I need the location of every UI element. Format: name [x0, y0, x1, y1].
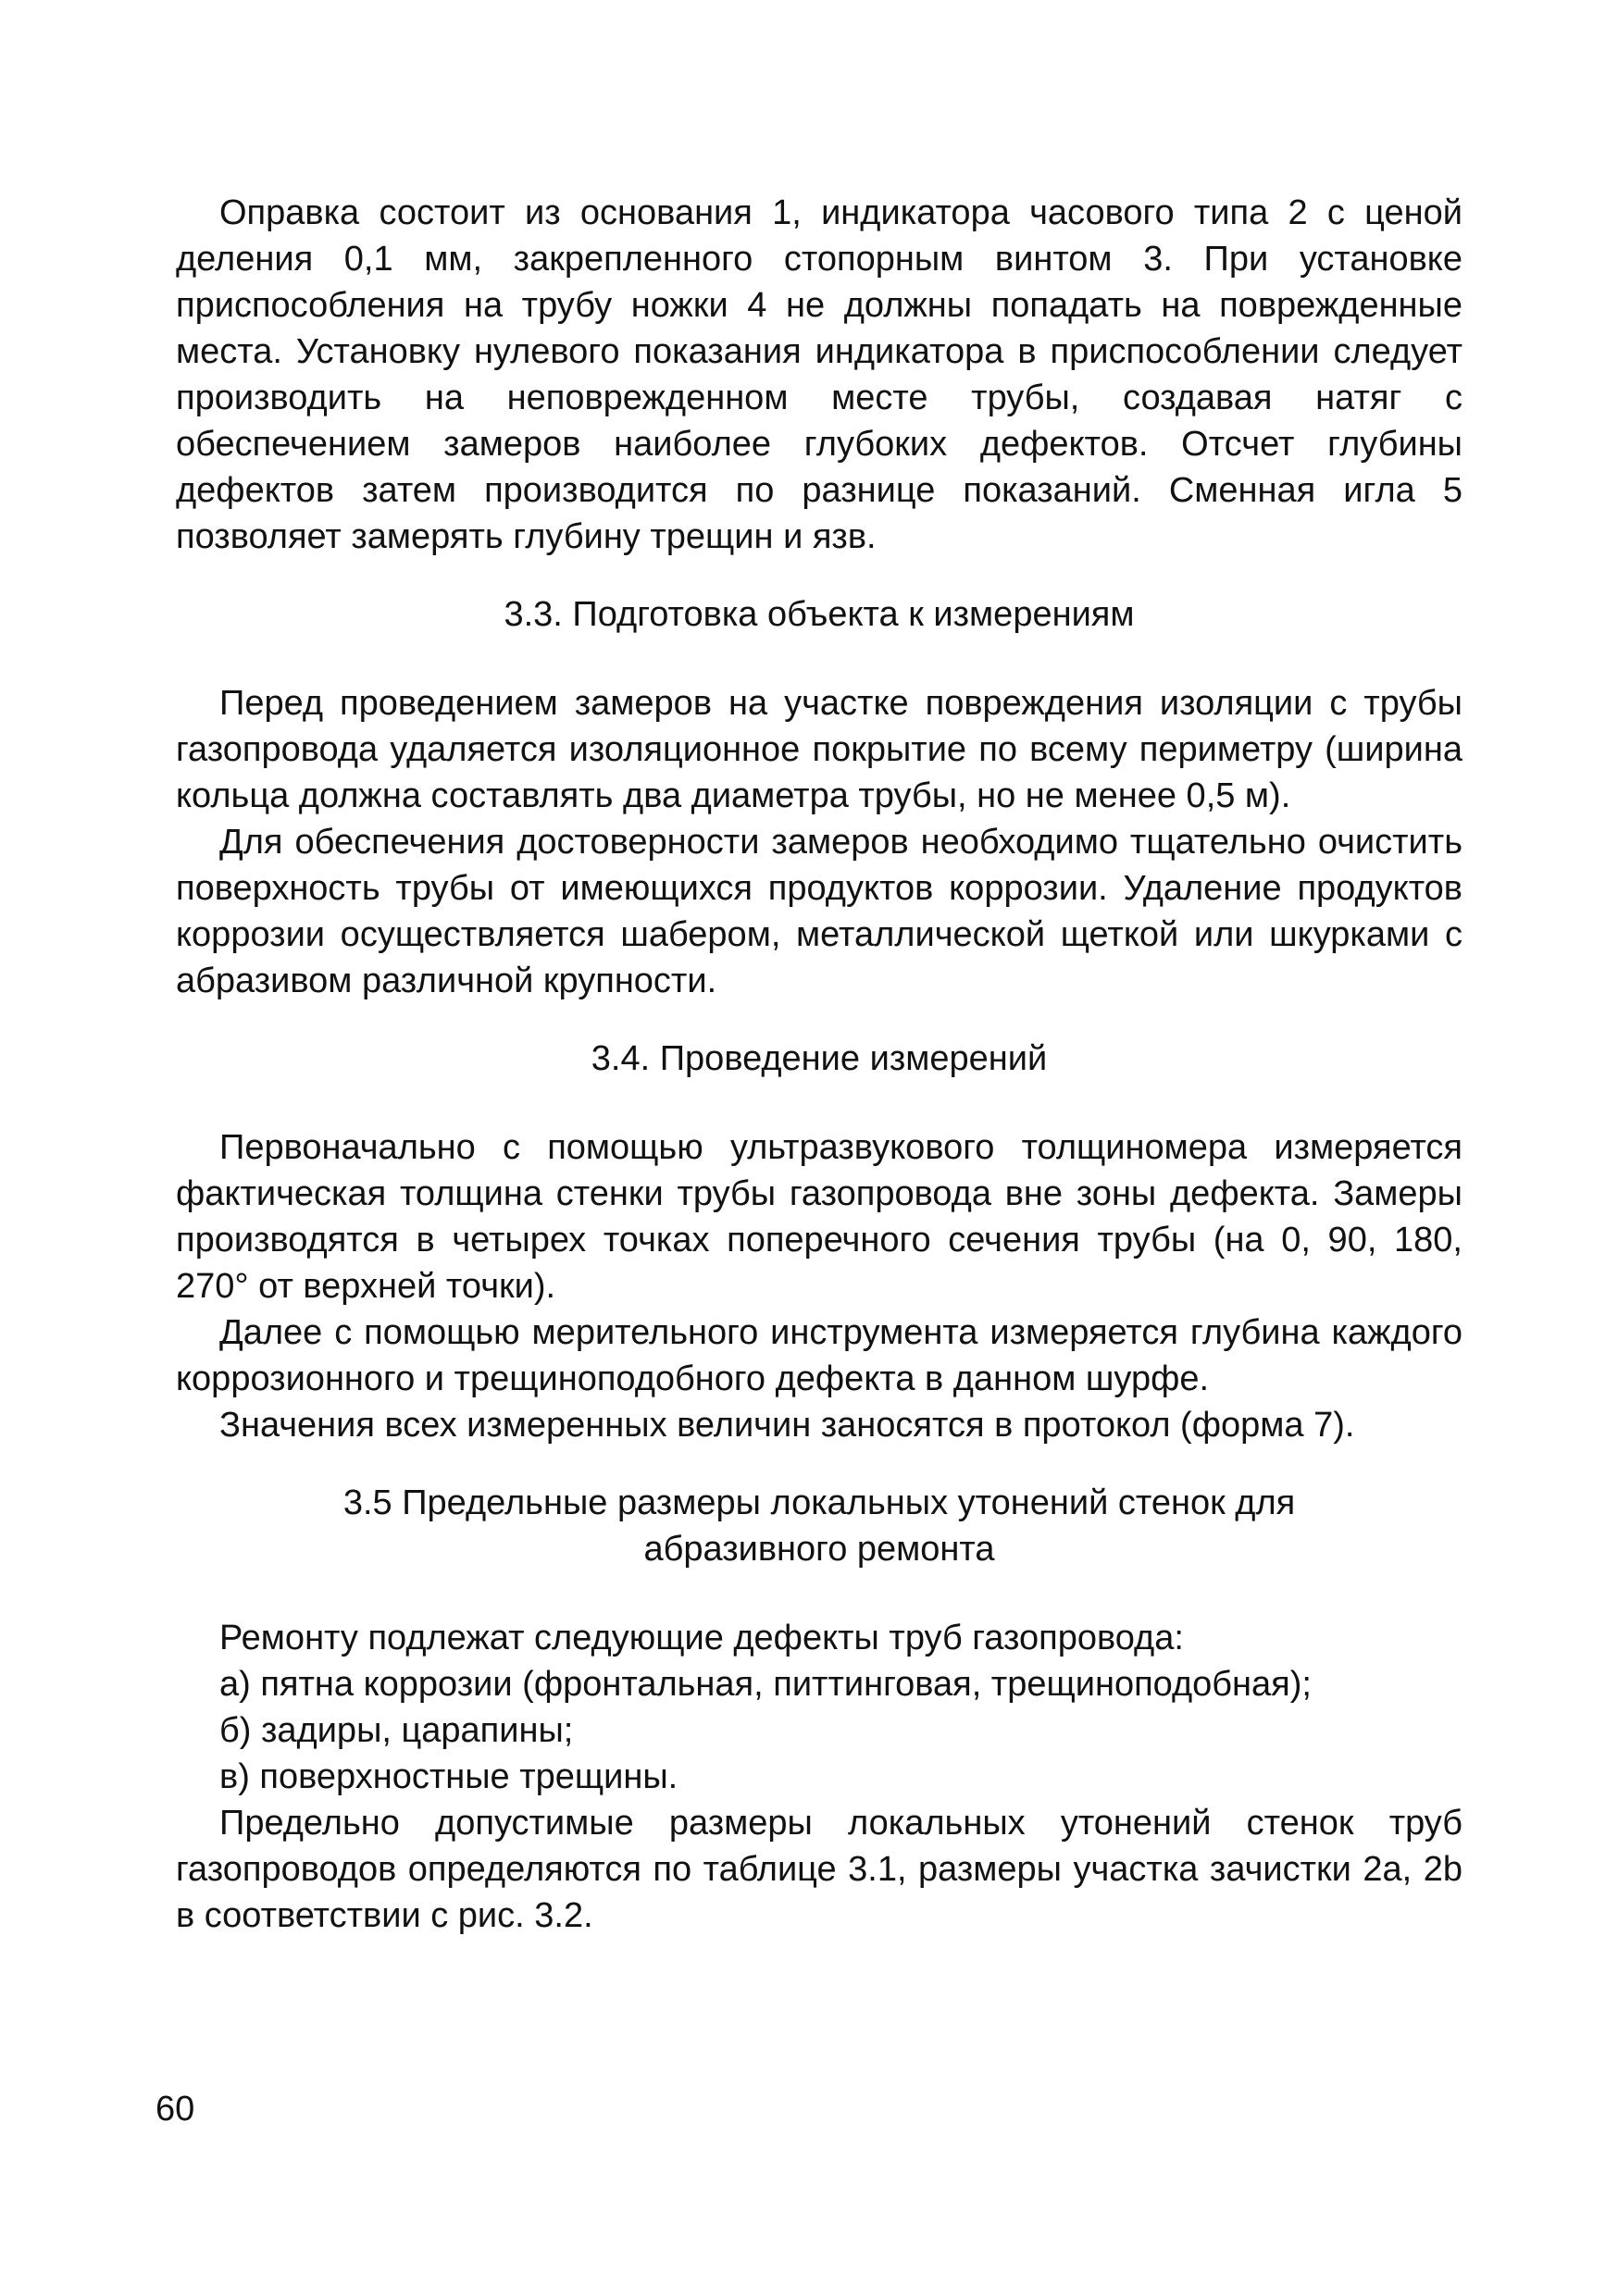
section-3-3-heading: 3.3. Подготовка объекта к измерениям [504, 595, 1135, 634]
section-3-4-paragraph-1: Первоначально с помощью ультразвукового толщиномера измеряется фактическая толщина стенки трубы газопровода вне зоны дефекта. Замеры производятся в четырех точках поперечного сечения трубы (на 0, 90, 180, 270° от верхней точки). [176, 1128, 1462, 1306]
section-3-5-closing-paragraph: Предельно допустимые размеры локальных утонений стенок труб газопроводов определяются по таблице 3.1, размеры участка зачистки 2a, 2b в соответствии с рис. 3.2. [176, 1804, 1462, 1935]
page-number: 60 [156, 2090, 195, 2128]
section-3-5-lead: Ремонту подлежат следующие дефекты труб газопровода: [219, 1619, 1184, 1657]
section-3-4-paragraph-2: Далее с помощью мерительного инструмента измеряется глубина каждого коррозионного и трещиноподобного дефекта в данном шурфе. [176, 1313, 1462, 1398]
defect-list-item-b: б) задиры, царапины; [219, 1711, 574, 1750]
section-3-5-heading-line-1: 3.5 Предельные размеры локальных утонений стенок для [342, 1483, 1296, 1522]
section-3-4-heading: 3.4. Проведение измерений [591, 1039, 1048, 1078]
page-content [176, 190, 1462, 1939]
section-3-3-paragraph-2: Для обеспечения достоверности замеров необходимо тщательно очистить поверхность трубы от имеющихся продуктов коррозии. Удаление продуктов коррозии осуществляется шабером, металлической щеткой или шкурками с абразивом различной крупности. [176, 823, 1462, 1000]
defect-list-item-a: а) пятна коррозии (фронтальная, питтинговая, трещиноподобная); [219, 1665, 1312, 1704]
defect-list-item-c: в) поверхностные трещины. [219, 1757, 678, 1796]
section-3-3-paragraph-1: Перед проведением замеров на участке повреждения изоляции с трубы газопровода удаляется изоляционное покрытие по всему периметру (ширина кольца должна составлять два диаметра трубы, но не менее 0,5 м). [176, 684, 1462, 815]
section-3-4-paragraph-3: Значения всех измеренных величин заносятся в протокол (форма 7). [219, 1406, 1355, 1445]
intro-paragraph: Оправка состоит из основания 1, индикатора часового типа 2 с ценой деления 0,1 мм, закрепленного стопорным винтом 3. При установке приспособления на трубу ножки 4 не должны попадать на поврежденные места. Установку нулевого показания индикатора в приспособлении следует производить на неповрежденном месте трубы, создавая натяг с обеспечением замеров наиболее глубоких дефектов. Отсчет глубины дефектов затем производится по разнице показаний. Сменная игла 5 позволяет замерять глубину трещин и язв. [176, 193, 1462, 556]
section-3-5-heading-line-2: абразивного ремонта [643, 1530, 995, 1569]
